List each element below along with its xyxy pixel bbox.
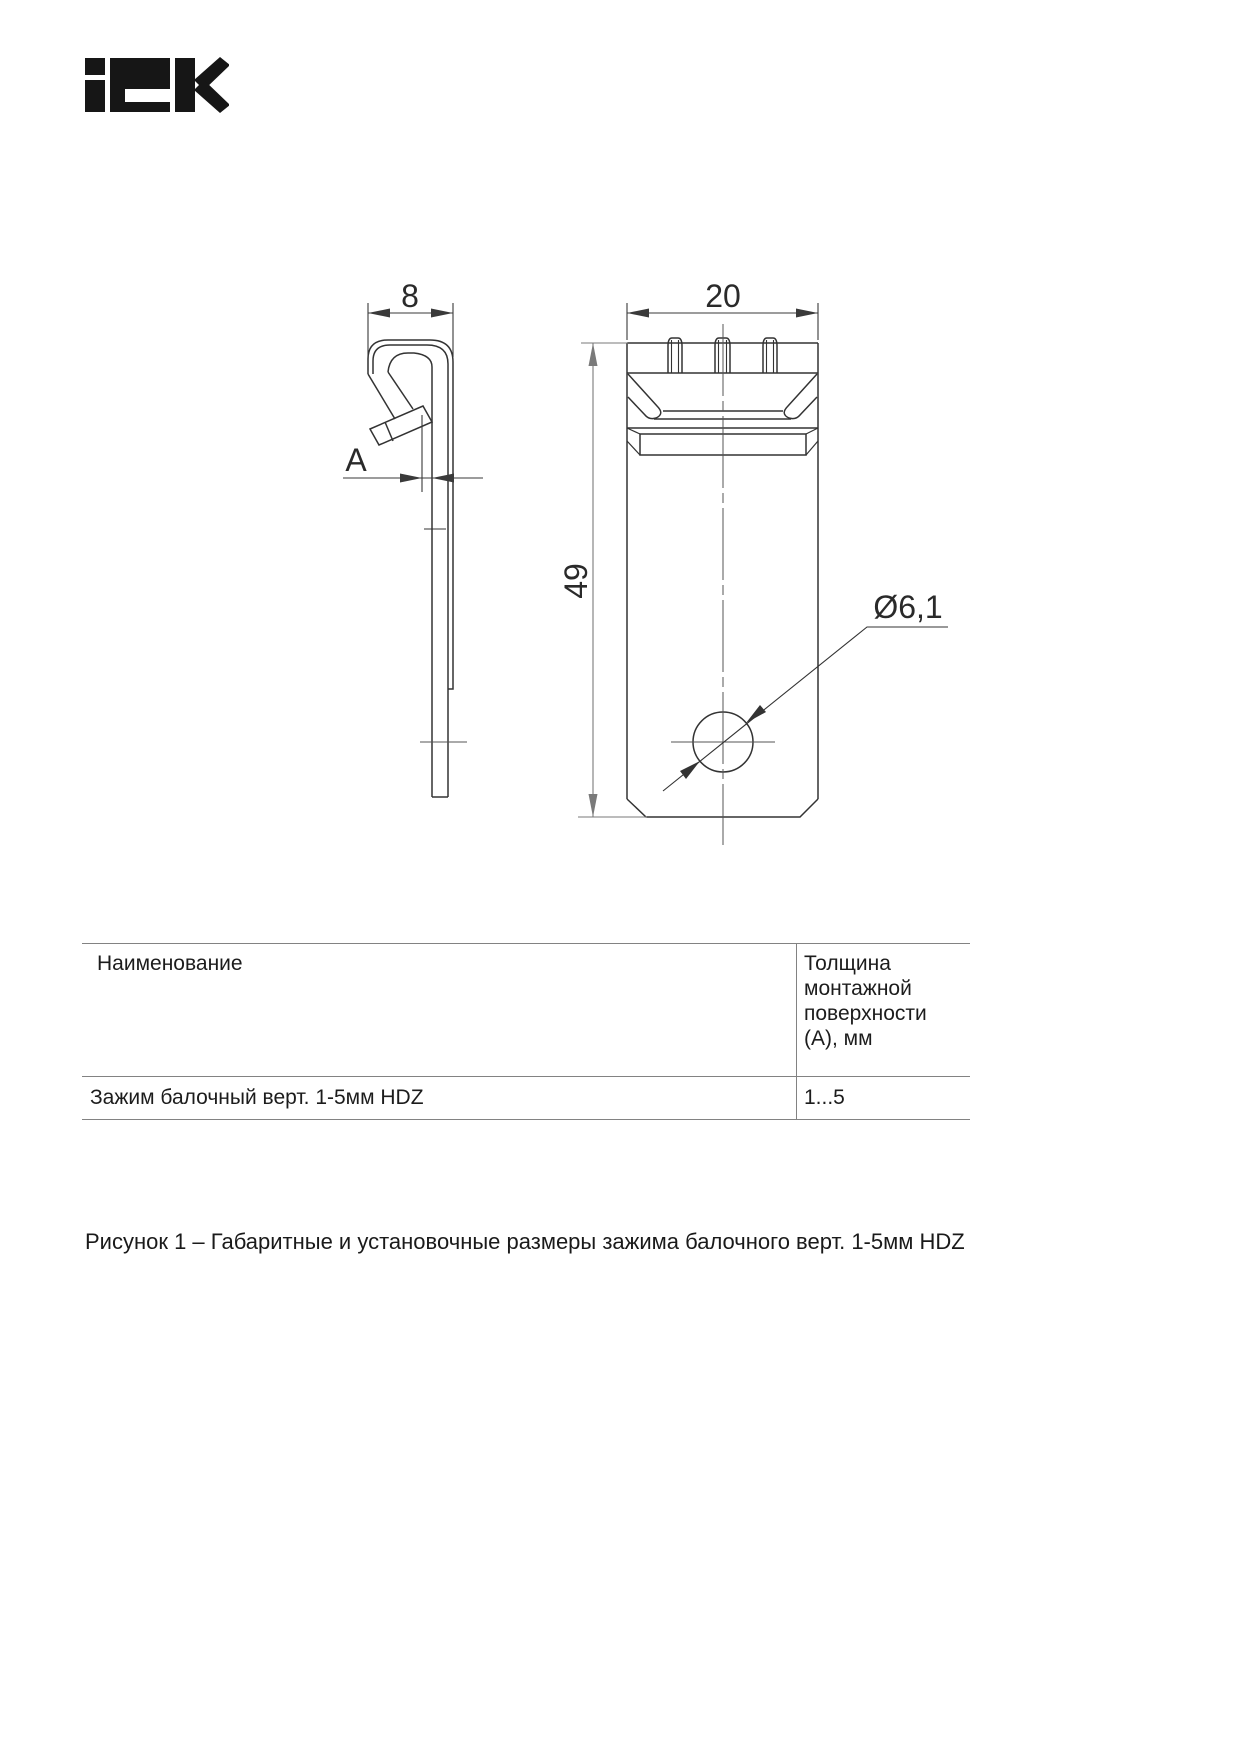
side-tip: [370, 406, 432, 445]
dim-49-arrow-top: [589, 343, 598, 366]
side-hook-outer-line: [368, 340, 453, 689]
side-view: [368, 340, 467, 797]
dim-8-arrow-left: [368, 309, 390, 318]
header-thickness: Толщина монтажной поверхности (А), мм: [796, 944, 970, 1076]
side-tip-divider: [385, 422, 393, 441]
dim-8-arrow-right: [431, 309, 453, 318]
logo-e-notch: [125, 89, 170, 102]
dim-49-label: 49: [558, 563, 594, 599]
logo-i-dot: [85, 58, 105, 75]
dim-a-label: A: [345, 442, 367, 478]
dim-8-label: 8: [401, 278, 419, 314]
side-hook-mid-line: [373, 345, 448, 374]
side-arm-inner-line: [388, 372, 413, 409]
logo-i-stem: [85, 80, 105, 112]
dim-20-arrow-right: [796, 309, 818, 318]
dim-20-arrow-left: [627, 309, 649, 318]
logo-k-lower-arm: [194, 80, 229, 113]
figure-caption: Рисунок 1 – Габаритные и установочные размеры зажима балочного верт. 1-5мм HDZ: [85, 1229, 965, 1254]
spec-table-header-row: [82, 943, 970, 1076]
dim-hole-label: Ø6,1: [873, 589, 943, 625]
dim-hole-arrow-lower: [680, 761, 700, 779]
dim-20-label: 20: [705, 278, 741, 314]
dim-a-arrow-left: [400, 474, 422, 483]
dim-49-arrow-bottom: [589, 794, 598, 817]
rib-1-inner: [672, 340, 679, 373]
front-view: [627, 324, 818, 845]
side-arm-outer-line: [368, 374, 395, 419]
technical-drawing: [280, 240, 1000, 880]
table-row: [82, 1076, 970, 1120]
header-name: Наименование: [97, 952, 243, 975]
iek-logo: [83, 57, 229, 113]
logo-e-block: [110, 58, 170, 112]
spec-table: [82, 943, 970, 1120]
jaw-right: [784, 374, 817, 419]
jaw-left: [628, 374, 661, 419]
cell-product-name: Зажим балочный верт. 1-5мм HDZ: [90, 1086, 424, 1109]
cell-thickness-value: 1...5: [796, 1077, 970, 1119]
dim-hole-arrow-upper: [746, 705, 766, 723]
side-hook-inner-line: [388, 353, 432, 372]
rib-3-inner: [767, 340, 774, 373]
dim-a-arrow-right: [432, 474, 454, 483]
logo-k-stem: [175, 58, 195, 112]
iek-logo-graphic: [83, 57, 229, 113]
